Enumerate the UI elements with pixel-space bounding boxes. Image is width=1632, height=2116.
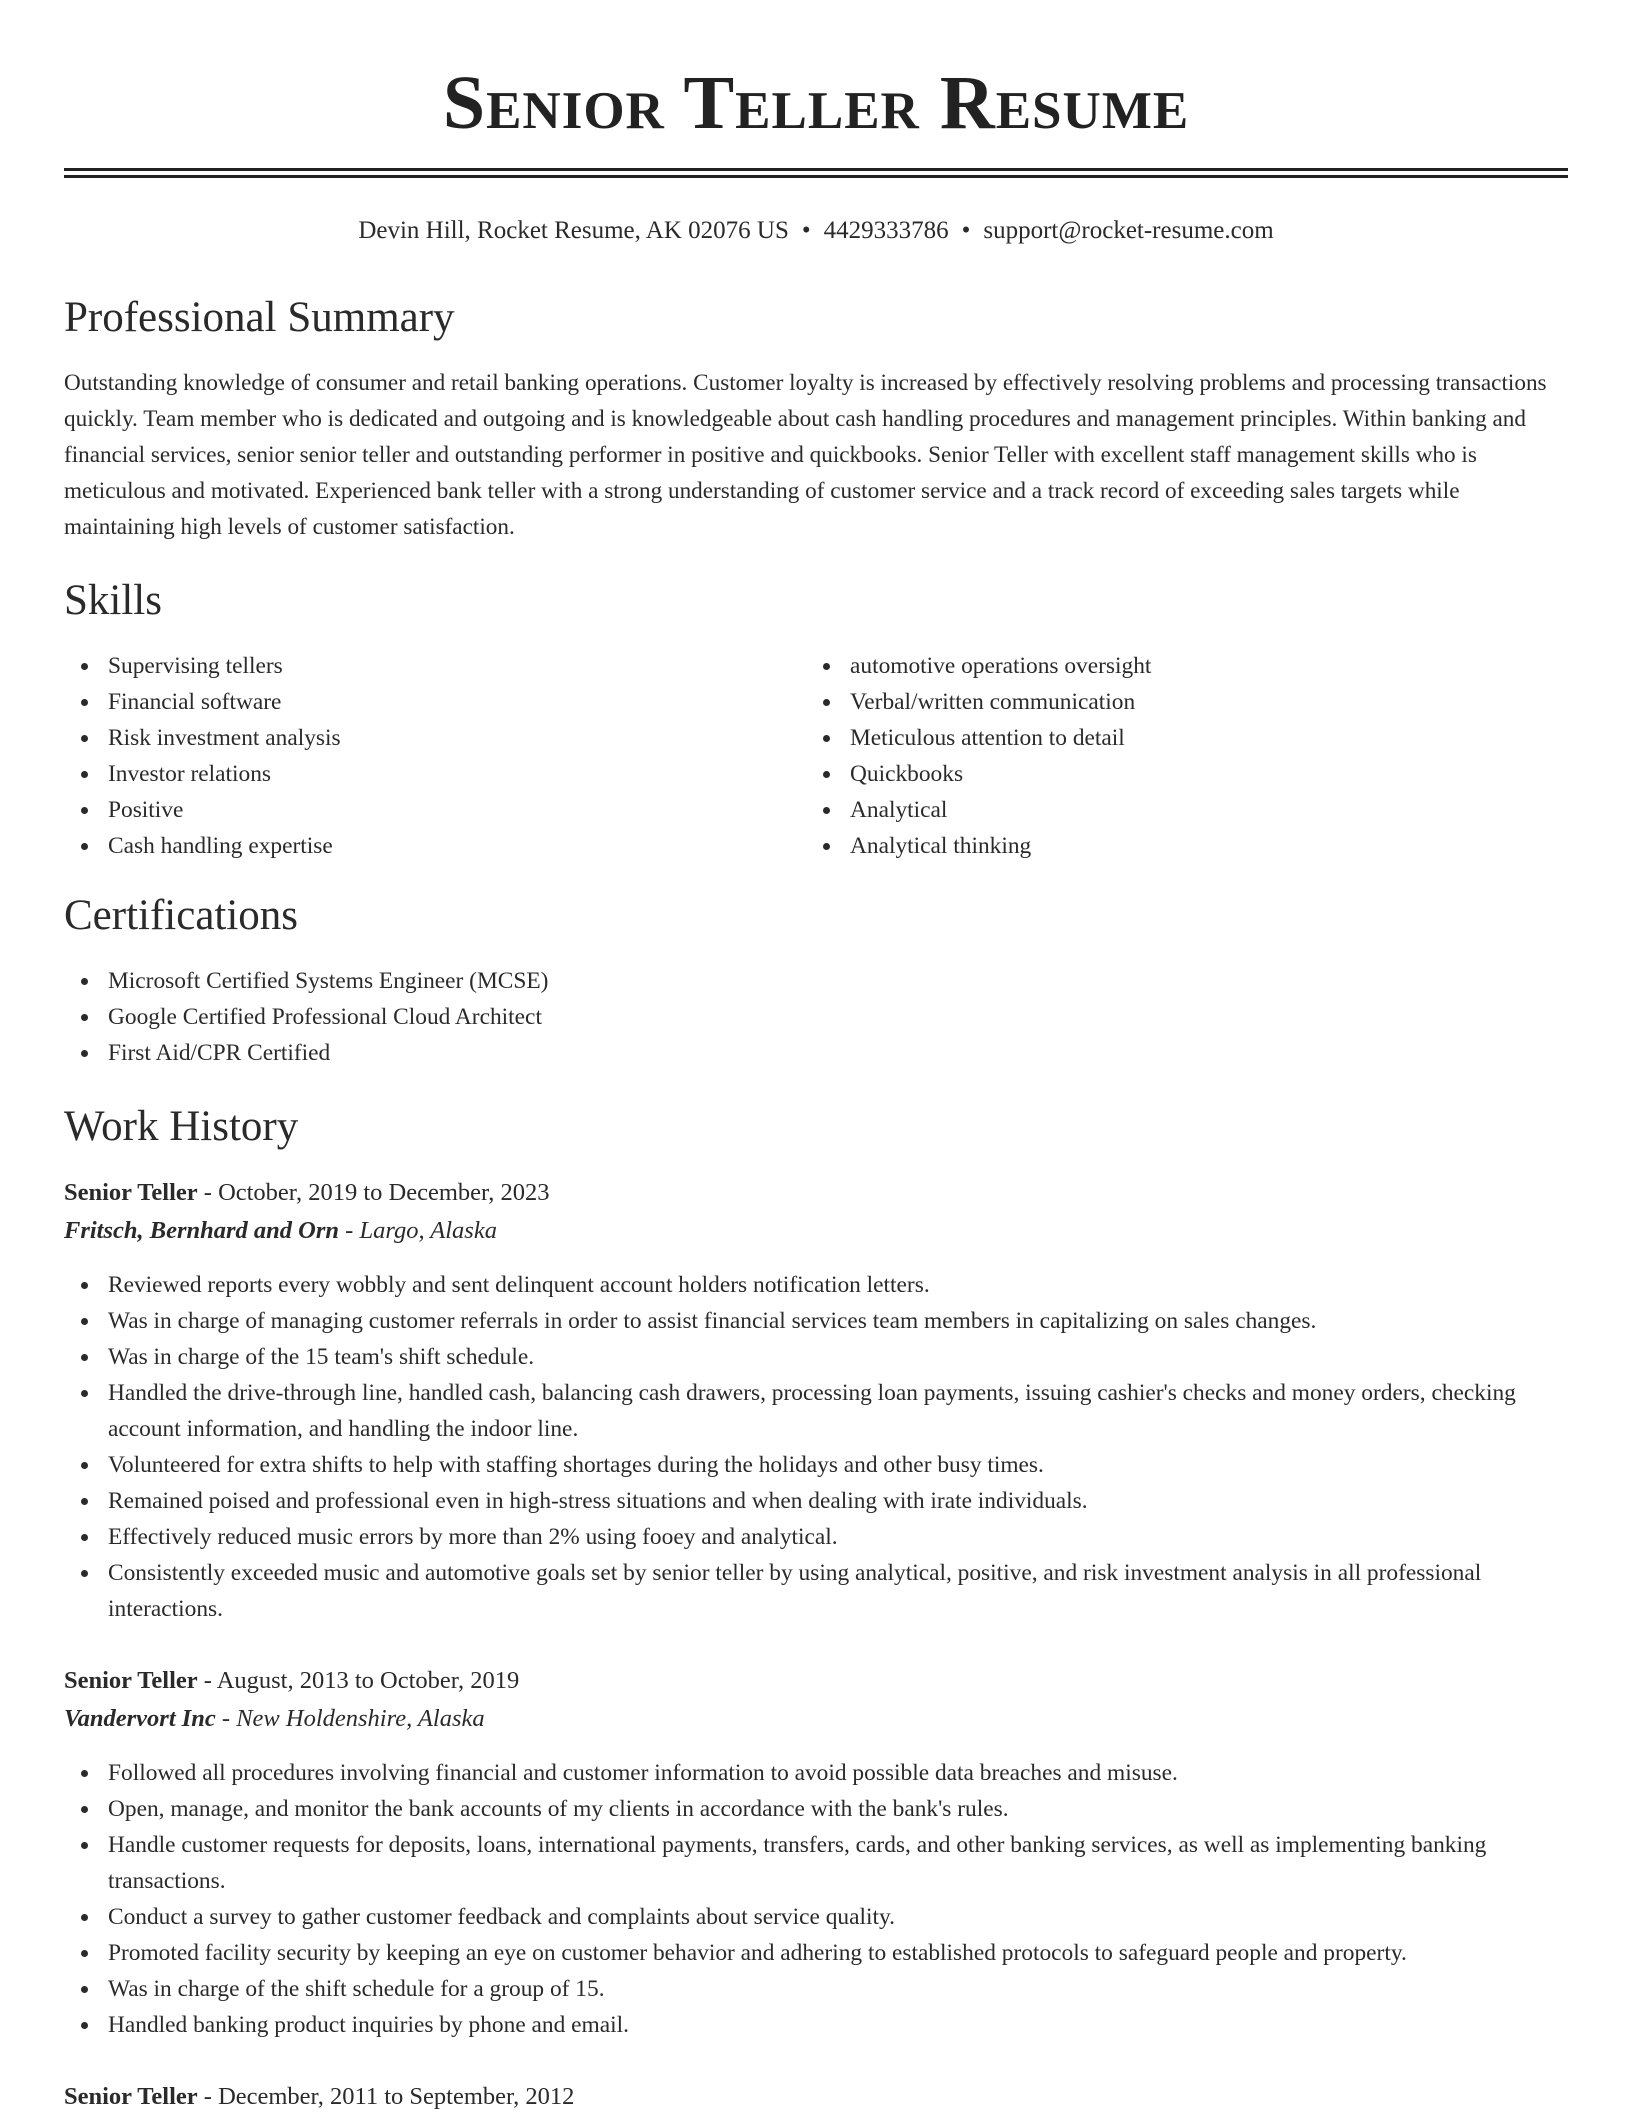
- skill-item: Investor relations: [64, 756, 804, 792]
- skill-item: Positive: [64, 792, 804, 828]
- job-bullet: Effectively reduced music errors by more than 2% using fooey and analytical.: [64, 1519, 1568, 1555]
- job-title: Senior Teller: [64, 1179, 198, 1206]
- contact-line: [64, 215, 1568, 247]
- summary-heading: Professional Summary: [64, 294, 455, 341]
- job-bullet: Handle customer requests for deposits, loans, international payments, transfers, cards, and other banking services, as well as implementing banking transactions.: [64, 1827, 1568, 1899]
- job-company: Fritsch, Bernhard and Orn: [64, 1217, 340, 1244]
- job-dates: October, 2019 to December, 2023: [218, 1179, 550, 1206]
- job-bullets: [64, 1267, 1568, 1627]
- skill-item: Supervising tellers: [64, 648, 804, 684]
- job-bullet: Followed all procedures involving financial and customer information to avoid possible data breaches and misuse.: [64, 1755, 1568, 1791]
- skills-heading: Skills: [64, 577, 162, 624]
- contact-separator: •: [801, 217, 811, 244]
- title-rule-top: [64, 168, 1568, 171]
- skill-item: Analytical thinking: [806, 828, 1566, 864]
- skill-item: Meticulous attention to detail: [806, 720, 1566, 756]
- job-bullet: Conduct a survey to gather customer feedback and complaints about service quality.: [64, 1899, 1568, 1935]
- job-bullet: Was in charge of managing customer referrals in order to assist financial services team members in capitalizing on sales changes.: [64, 1303, 1568, 1339]
- skill-item: Risk investment analysis: [64, 720, 804, 756]
- job-title-line: Senior Teller - December, 2011 to September, 2012: [64, 2083, 575, 2110]
- certification-item: Google Certified Professional Cloud Architect: [64, 999, 1568, 1035]
- skill-item: Analytical: [806, 792, 1566, 828]
- skill-item: automotive operations oversight: [806, 648, 1566, 684]
- job-bullets: [64, 1755, 1568, 2043]
- title-rule-bottom: [64, 175, 1568, 178]
- skill-item: Financial software: [64, 684, 804, 720]
- job-company-line: Fritsch, Bernhard and Orn - Largo, Alaska: [64, 1217, 497, 1244]
- skills-list-right: [806, 648, 1566, 864]
- skill-item: Quickbooks: [806, 756, 1566, 792]
- job-location: Largo, Alaska: [359, 1217, 497, 1244]
- job-bullet: Consistently exceeded music and automotive goals set by senior teller by using analytical, positive, and risk investment analysis in all professional interactions.: [64, 1555, 1568, 1627]
- job-bullet: Remained poised and professional even in high-stress situations and when dealing with irate individuals.: [64, 1483, 1568, 1519]
- work-history-heading: Work History: [64, 1103, 299, 1150]
- job-bullet: Was in charge of the 15 team's shift schedule.: [64, 1339, 1568, 1375]
- job-bullet: Promoted facility security by keeping an eye on customer behavior and adhering to established protocols to safeguard people and property.: [64, 1935, 1568, 1971]
- certification-item: Microsoft Certified Systems Engineer (MCSE): [64, 963, 1568, 999]
- contact-address: Devin Hill, Rocket Resume, AK 02076 US: [358, 217, 789, 244]
- contact-email: support@rocket-resume.com: [983, 217, 1274, 244]
- job-title: Senior Teller: [64, 2083, 198, 2110]
- job-title: Senior Teller: [64, 1667, 198, 1694]
- job-title-line: Senior Teller - August, 2013 to October, 2019: [64, 1667, 520, 1694]
- job-bullet: Handled banking product inquiries by phone and email.: [64, 2007, 1568, 2043]
- job-bullet: Volunteered for extra shifts to help with staffing shortages during the holidays and other busy times.: [64, 1447, 1568, 1483]
- skill-item: Verbal/written communication: [806, 684, 1566, 720]
- contact-separator: •: [961, 217, 971, 244]
- certification-item: First Aid/CPR Certified: [64, 1035, 1568, 1071]
- summary-text: Outstanding knowledge of consumer and retail banking operations. Customer loyalty is increased by effectively resolving problems and processing transactions quickly. Team member who is dedicated and outgoing and is knowledgeable about cash handling procedures and management principles. Within banking and financial services, senior senior teller and outstanding performer in positive and quickbooks. Senior Teller with excellent staff management skills who is meticulous and motivated. Experienced bank teller with a strong understanding of customer service and a track record of exceeding sales targets while maintaining high levels of customer satisfaction.: [64, 370, 1547, 540]
- skill-item: Cash handling expertise: [64, 828, 804, 864]
- job-dates: August, 2013 to October, 2019: [216, 1667, 520, 1694]
- job-title-line: Senior Teller - October, 2019 to December, 2023: [64, 1179, 550, 1206]
- certifications-heading: Certifications: [64, 892, 299, 939]
- skills-list-left: [64, 648, 804, 864]
- contact-phone: 4429333786: [823, 217, 949, 244]
- job-bullet: Reviewed reports every wobbly and sent delinquent account holders notification letters.: [64, 1267, 1568, 1303]
- certifications-list: [64, 963, 1568, 1071]
- job-company: Vandervort Inc: [64, 1705, 216, 1732]
- job-bullet: Was in charge of the shift schedule for a group of 15.: [64, 1971, 1568, 2007]
- job-bullet: Handled the drive-through line, handled cash, balancing cash drawers, processing loan payments, issuing cashier's checks and money orders, checking account information, and handling the indoor line.: [64, 1375, 1568, 1447]
- job-bullet: Open, manage, and monitor the bank accounts of my clients in accordance with the bank's rules.: [64, 1791, 1568, 1827]
- job-location: New Holdenshire, Alaska: [236, 1705, 485, 1732]
- job-dates: December, 2011 to September, 2012: [218, 2083, 575, 2110]
- job-company-line: Vandervort Inc - New Holdenshire, Alaska: [64, 1705, 485, 1732]
- resume-title: Senior Teller Resume: [442, 61, 1190, 145]
